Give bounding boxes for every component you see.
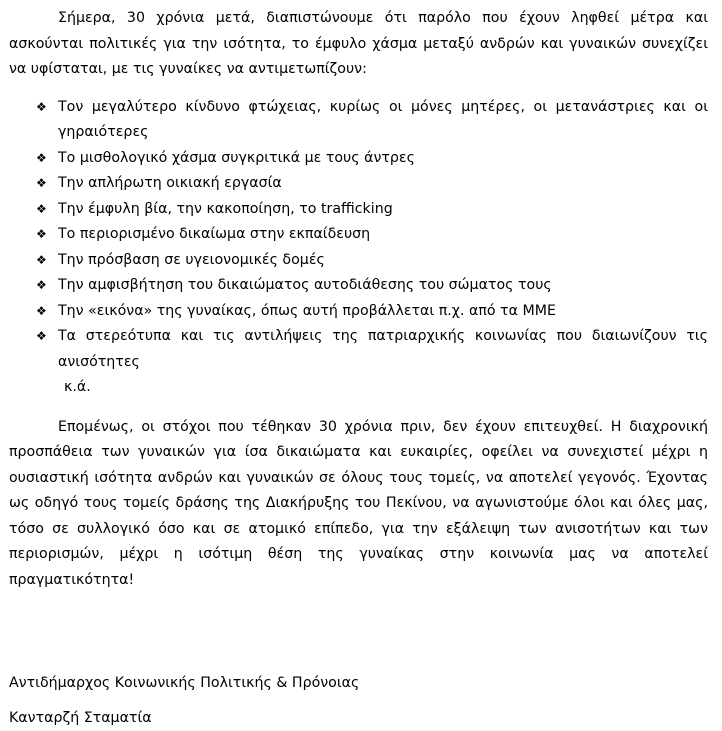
diamond-bullet-icon: ❖ — [36, 278, 47, 292]
list-item-text: Την «εικόνα» της γυναίκας, όπως αυτή προβάλλεται π.χ. από τα ΜΜΕ — [58, 302, 556, 319]
etc-note: κ.ά. — [64, 379, 91, 395]
signature-role: Αντιδήμαρχος Κοινωνικής Πολιτικής & Πρόνοιας — [9, 675, 360, 691]
intro-paragraph: Σήμερα, 30 χρόνια μετά, διαπιστώνουμε ότι παρόλο που έχουν ληφθεί μέτρα και ασκούνται πολιτικές για την ισότητα, το έμφυλο χάσμα μεταξύ ανδρών και γυναικών συνεχίζει να υφίσταται, με τις γυναίκες να αντιμετωπίζουν: — [9, 10, 708, 77]
list-item — [9, 197, 708, 223]
list-item — [9, 171, 708, 197]
list-item-text: Την απλήρωτη οικιακή εργασία — [58, 175, 282, 191]
list-item-text: Την έμφυλη βία, την κακοποίηση, το trafficking — [58, 200, 393, 217]
diamond-bullet-icon: ❖ — [36, 176, 47, 190]
second-paragraph: Επομένως, οι στόχοι που τέθηκαν 30 χρόνια πριν, δεν έχουν επιτευχθεί. Η διαχρονική προσπάθεια των γυναικών για ίσα δικαιώματα και ευκαιρίες, οφείλει να συνεχιστεί μέχρι η ουσιαστική ισότητα ανδρών και γυναικών σε όλους τους τομείς, να αποτελεί γεγονός. Έχοντας ως οδηγό τους τομείς δράσης της Διακήρυξης του Πεκίνου, να αγωνιστούμε όλοι και όλες μας, τόσο σε συλλογικό όσο και σε ατομικό επίπεδο, για την εξάλειψη των ανισοτήτων και των περιορισμών, μέχρι η ισότιμη θέση της γυναίκας στην κοινωνία μας να αποτελεί πραγματικότητα! — [9, 418, 708, 588]
diamond-bullet-icon: ❖ — [36, 99, 47, 114]
list-item-text: Τον μεγαλύτερο κίνδυνο φτώχειας, κυρίως οι μόνες μητέρες, οι μετανάστριες και οι γηραιότερες — [58, 98, 708, 140]
issues-list — [9, 95, 708, 376]
signature-name: Κανταρζή Σταματία — [9, 710, 152, 726]
list-item — [9, 146, 708, 172]
diamond-bullet-icon: ❖ — [36, 227, 47, 241]
list-item — [9, 299, 708, 325]
list-item — [9, 95, 708, 146]
diamond-bullet-icon: ❖ — [36, 150, 47, 165]
list-item — [9, 273, 708, 299]
list-item-text: Την πρόσβαση σε υγειονομικές δομές — [58, 251, 325, 268]
diamond-bullet-icon: ❖ — [36, 252, 47, 267]
document-body — [9, 0, 708, 593]
list-item — [9, 222, 708, 248]
diamond-bullet-icon: ❖ — [36, 329, 47, 343]
list-item-text: Το περιορισμένο δικαίωμα στην εκπαίδευση — [58, 226, 371, 242]
list-item-text: Το μισθολογικό χάσμα συγκριτικά με τους άντρες — [58, 149, 415, 166]
diamond-bullet-icon: ❖ — [36, 201, 47, 216]
list-item-text: Τα στερεότυπα και τις αντιλήψεις της πατριαρχικής κοινωνίας που διαιωνίζουν τις ανισότητες — [58, 328, 708, 370]
diamond-bullet-icon: ❖ — [36, 303, 47, 318]
list-item — [9, 324, 708, 375]
list-item-text: Την αμφισβήτηση του δικαιώματος αυτοδιάθεσης του σώματος τους — [58, 277, 552, 293]
list-item — [9, 248, 708, 274]
